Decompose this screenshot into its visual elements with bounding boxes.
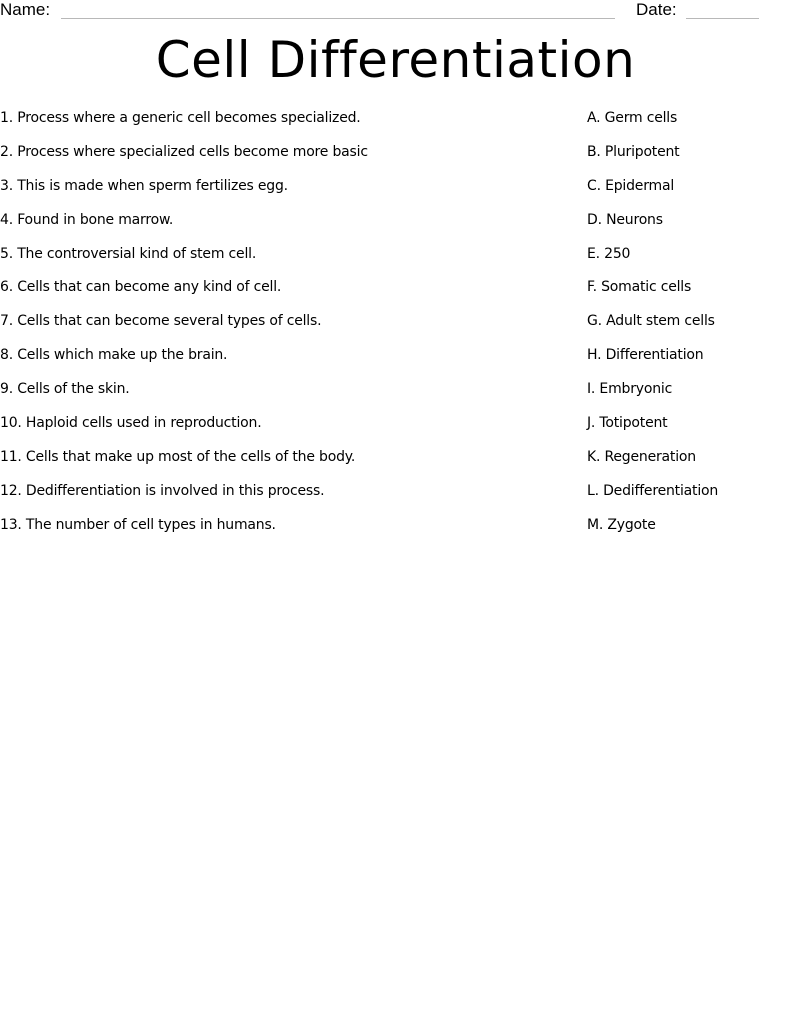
- answer-item: M. Zygote: [587, 516, 656, 533]
- header-row: [0, 0, 791, 22]
- clue-item: 12. Dedifferentiation is involved in this process.: [0, 482, 325, 499]
- date-label: Date:: [636, 0, 677, 19]
- clue-item: 5. The controversial kind of stem cell.: [0, 245, 257, 262]
- answer-item: A. Germ cells: [587, 110, 678, 126]
- clue-item: 2. Process where specialized cells become more basic: [0, 143, 368, 160]
- date-blank-line[interactable]: [686, 18, 759, 19]
- clue-item: 6. Cells that can become any kind of cell.: [0, 279, 282, 296]
- answer-item: J. Totipotent: [587, 415, 668, 432]
- answer-item: G. Adult stem cells: [587, 313, 715, 330]
- name-label: Name:: [0, 0, 51, 19]
- clue-item: 10. Haploid cells used in reproduction.: [0, 415, 262, 432]
- answer-item: D. Neurons: [587, 211, 663, 228]
- answer-item: H. Differentiation: [587, 347, 704, 364]
- answer-item: F. Somatic cells: [587, 279, 692, 296]
- answer-list: [587, 105, 787, 546]
- name-blank-line[interactable]: [61, 18, 615, 19]
- clue-item: 7. Cells that can become several types of cells.: [0, 313, 322, 330]
- clue-item: 9. Cells of the skin.: [0, 381, 130, 398]
- worksheet-title: Cell Differentiation: [155, 31, 636, 89]
- clue-item: 4. Found in bone marrow.: [0, 211, 174, 228]
- clue-list: [0, 105, 560, 546]
- clue-item: 13. The number of cell types in humans.: [0, 516, 276, 533]
- clue-item: 1. Process where a generic cell becomes specialized.: [0, 110, 361, 126]
- answer-item: B. Pluripotent: [587, 143, 680, 160]
- answer-item: L. Dedifferentiation: [587, 482, 719, 499]
- clue-item: 8. Cells which make up the brain.: [0, 347, 228, 364]
- clue-item: 3. This is made when sperm fertilizes egg.: [0, 177, 288, 194]
- answer-item: E. 250: [587, 245, 631, 262]
- answer-item: K. Regeneration: [587, 448, 696, 465]
- answer-item: I. Embryonic: [587, 381, 673, 398]
- answer-item: C. Epidermal: [587, 177, 675, 194]
- clue-item: 11. Cells that make up most of the cells of the body.: [0, 448, 356, 465]
